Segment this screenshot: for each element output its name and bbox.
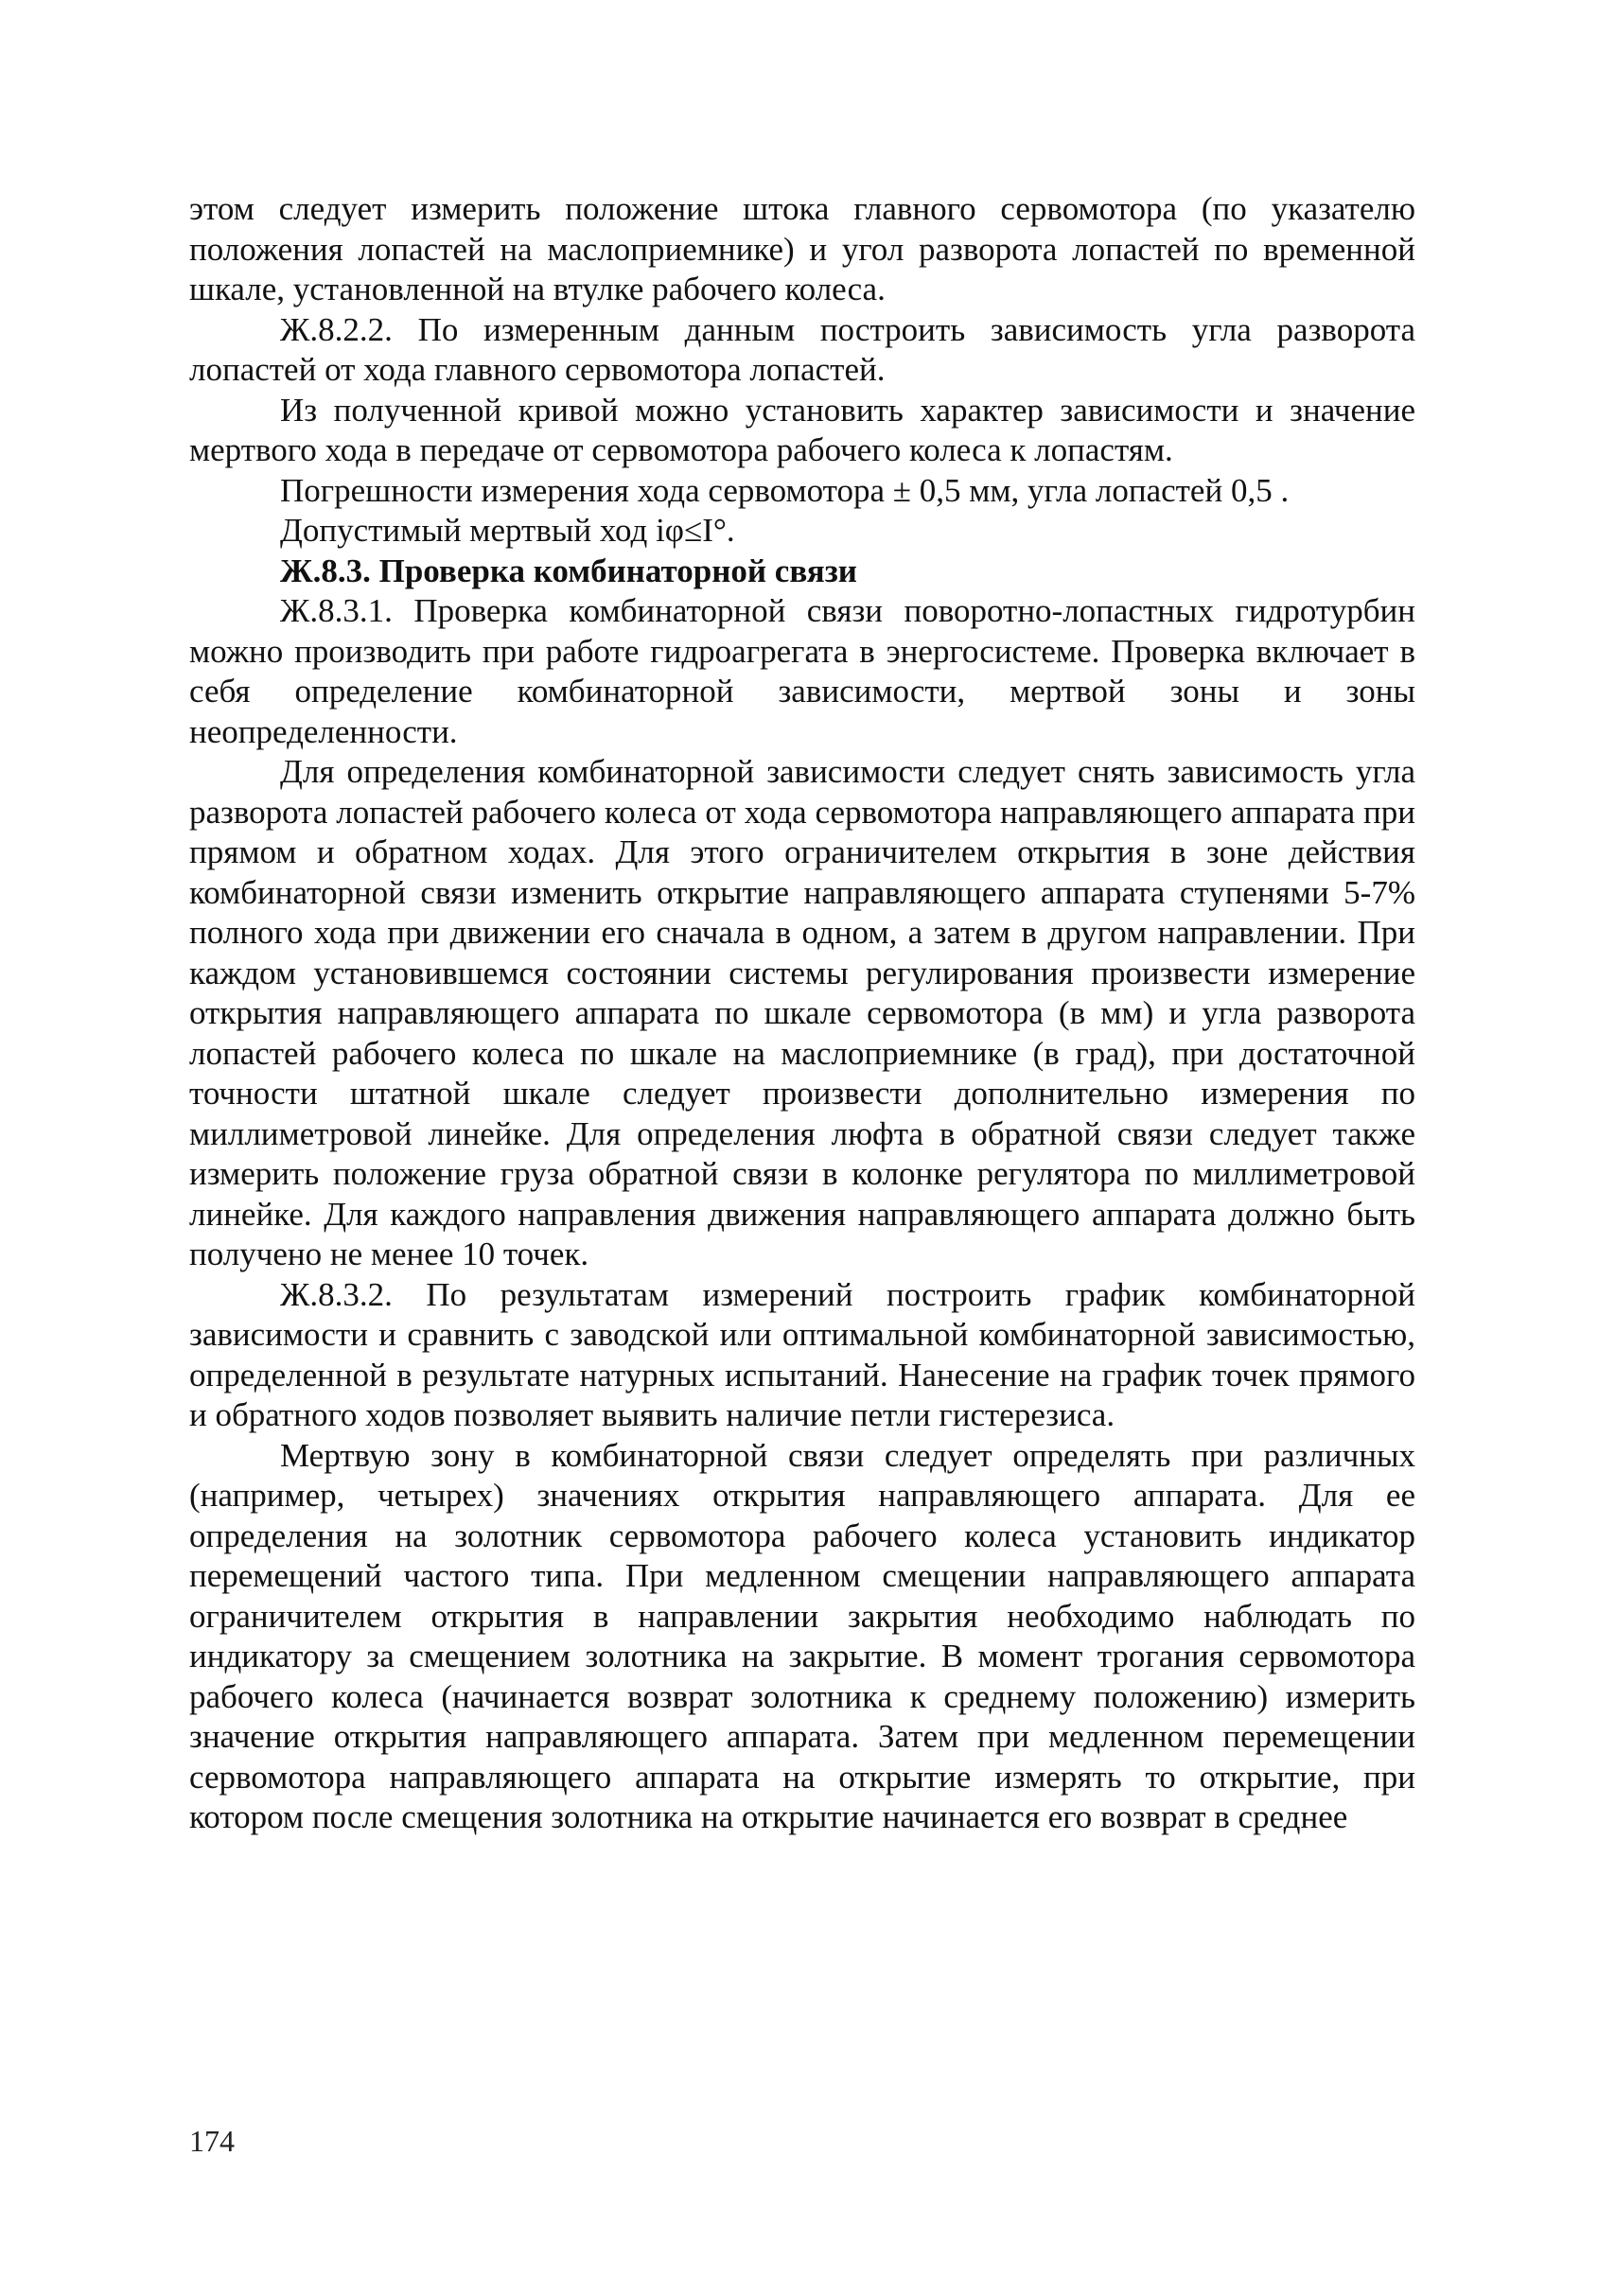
paragraph: Ж.8.3.1. Проверка комбинаторной связи поворотно-лопастных гидротурбин можно производить при работе гидроагрегата в энергосистеме. Проверка включает в себя определение комбинаторной зависимости, мертвой зоны и зоны неопределенности. bbox=[189, 592, 1415, 750]
paragraph: Ж.8.2.2. По измеренным данным построить зависимость угла разворота лопастей от хода главного сервомотора лопастей. bbox=[189, 310, 1415, 388]
page-number: 174 bbox=[189, 2124, 235, 2158]
paragraph: этом следует измерить положение штока главного сервомотора (по указателю положения лопастей на маслоприемнике) и угол разворота лопастей по временной шкале, установленной на втулке рабочего колеса. bbox=[189, 190, 1415, 307]
paragraph: Ж.8.3.2. По результатам измерений построить график комбинаторной зависимости и сравнить с заводской или оптимальной комбинаторной зависимостью, определенной в результате натурных испытаний. Нанесение на график точек прямого и обратного ходов позволяет выявить наличие петли гистерезиса. bbox=[189, 1275, 1415, 1433]
paragraph: Из полученной кривой можно установить характер зависимости и значение мертвого хода в передаче от сервомотора рабочего колеса к лопастям. bbox=[189, 391, 1415, 468]
section-heading: Ж.8.3. Проверка комбинаторной связи bbox=[280, 552, 857, 589]
body-text bbox=[189, 189, 1415, 1838]
paragraph: Погрешности измерения хода сервомотора ± 0,5 мм, угла лопастей 0,5 . bbox=[280, 471, 1290, 509]
paragraph: Допустимый мертвый ход iφ≤I°. bbox=[280, 512, 735, 549]
paragraph: Для определения комбинаторной зависимости следует снять зависимость угла разворота лопастей рабочего колеса от хода сервомотора направляющего аппарата при прямом и обратном ходах. Для этого ограничителем открытия в зоне действия комбинаторной связи изменить открытие направляющего аппарата ступенями 5-7% полного хода при движении его сначала в одном, а затем в другом направлении. При каждом установившемся состоянии системы регулирования произвести измерение открытия направляющего аппарата по шкале сервомотора (в мм) и угла разворота лопастей рабочего колеса по шкале на маслоприемнике (в град), при достаточной точности штатной шкале следует произвести дополнительно измерения по миллиметровой линейке. Для определения люфта в обратной связи следует также измерить положение груза обратной связи в колонке регулятора по миллиметровой линейке. Для каждого направления движения направляющего аппарата должно быть получено не менее 10 точек. bbox=[189, 753, 1415, 1272]
paragraph: Мертвую зону в комбинаторной связи следует определять при различных (например, четырех) значениях открытия направляющего аппарата. Для ее определения на золотник сервомотора рабочего колеса установить индикатор перемещений частого типа. При медленном смещении направляющего аппарата ограничителем открытия в направлении закрытия необходимо наблюдать по индикатору за смещением золотника на закрытие. В момент трогания сервомотора рабочего колеса (начинается возврат золотника к среднему положению) измерить значение открытия направляющего аппарата. Затем при медленном перемещении сервомотора направляющего аппарата на открытие измерять то открытие, при котором после смещения золотника на открытие начинается его возврат в среднее bbox=[189, 1436, 1415, 1835]
